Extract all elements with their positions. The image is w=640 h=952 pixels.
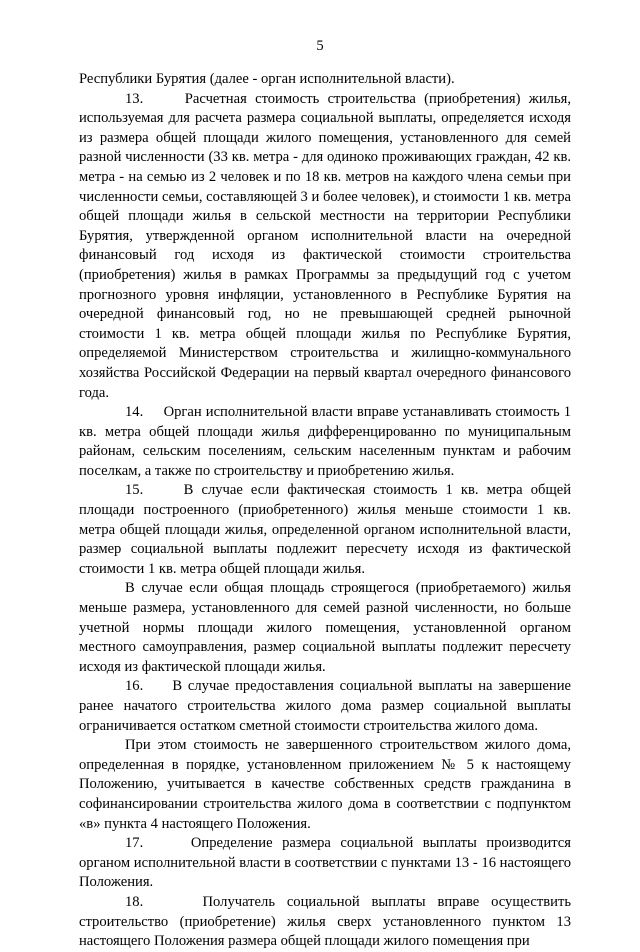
document-body xyxy=(79,70,571,952)
paragraph-16-cont: При этом стоимость не завершенного строительством жилого дома, определенная в порядке, установленном приложением № 5 к настоящему Положению, учитывается в качестве собственных средств гражданина в софинансировании строительства жилого дома в соответствии с подпунктом «в» пункта 4 настоящего Положения. xyxy=(79,737,571,832)
paragraph-continuation: Республики Бурятия (далее - орган исполнительной власти). xyxy=(79,71,455,87)
paragraph-17: 17. Определение размера социальной выплаты производится органом исполнительной власти в соответствии с пунктами 13 - 16 настоящего Положения. xyxy=(79,835,571,891)
paragraph-14: 14. Орган исполнительной власти вправе устанавливать стоимость 1 кв. метра общей площади жилья дифференцированно по муниципальным районам, сельским поселениям, сельским населенным пунктам и рабочим поселкам, а также по строительству и приобретению жилья. xyxy=(79,404,571,479)
page-number: 5 xyxy=(316,38,324,54)
paragraph-15: 15. В случае если фактическая стоимость 1 кв. метра общей площади построенного (приобретенного) жилья меньше стоимости 1 кв. метра общей площади жилья, определенной органом исполнительной власти, размер социальной выплаты подлежит пересчету исходя из фактической стоимости 1 кв. метра общей площади жилья. xyxy=(79,482,571,577)
paragraph-13: 13. Расчетная стоимость строительства (приобретения) жилья, используемая для расчета размера социальной выплаты, определяется исходя из размера общей площади жилого помещения, установленного для семей разной численности (33 кв. метра - для одиноко проживающих граждан, 42 кв. метра - на семью из 2 человек и по 18 кв. метров на каждого члена семьи при численности семьи, составляющей 3 и более человек), и стоимости 1 кв. метра общей площади жилья в сельской местности на территории Республики Бурятия, утвержденной органом исполнительной власти на очередной финансовый год исходя из фактической стоимости строительства (приобретения) жилья в рамках Программы за предыдущий год с учетом прогнозного уровня инфляции, установленного в Республике Бурятия на очередной финансовый год, но не превышающей средней рыночной стоимости 1 кв. метра общей площади жилья по Республике Бурятия, определяемой Министерством строительства и жилищно-коммунального хозяйства Российской Федерации на первый квартал очередного финансового года. xyxy=(79,90,571,401)
paragraph-18: 18. Получатель социальной выплаты вправе осуществить строительство (приобретение) жилья сверх установленного пунктом 13 настоящего Положения размера общей площади жилого помещения при xyxy=(79,893,571,950)
paragraph-16: 16. В случае предоставления социальной выплаты на завершение ранее начатого строительства жилого дома размер социальной выплаты ограничивается остатком сметной стоимости строительства жилого дома. xyxy=(79,678,571,734)
paragraph-15-cont: В случае если общая площадь строящегося (приобретаемого) жилья меньше размера, установленного для семей разной численности, но больше учетной нормы площади жилого помещения, установленной органом местного самоуправления, размер социальной выплаты подлежит пересчету исходя из фактической площади жилья. xyxy=(79,580,571,675)
